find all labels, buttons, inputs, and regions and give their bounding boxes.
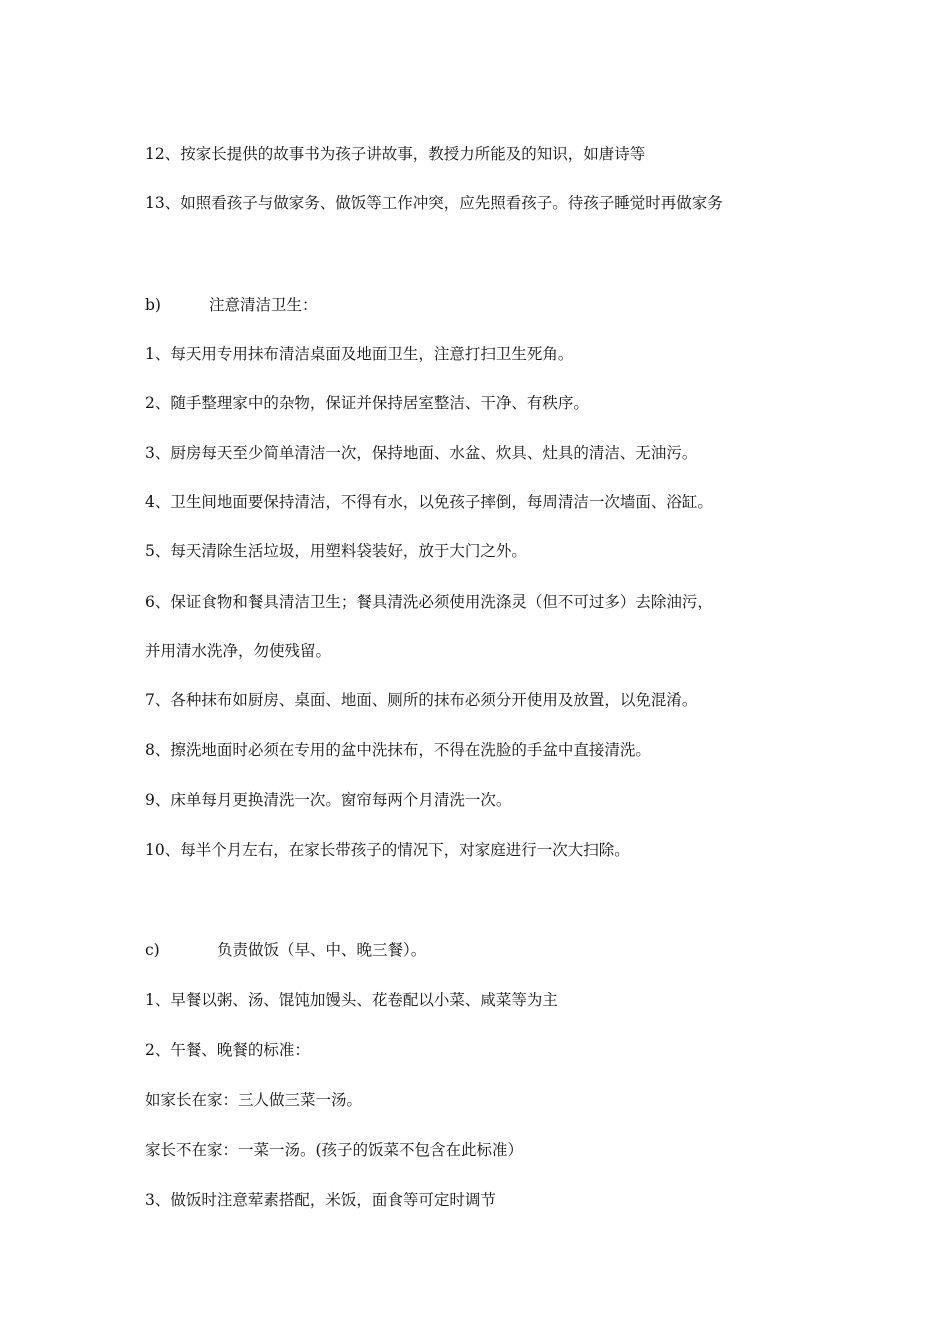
hygiene-item-5: 5、每天清除生活垃圾，用塑料袋装好，放于大门之外。 <box>145 542 527 560</box>
section-marker: c) <box>145 941 160 959</box>
cooking-item-1: 1、早餐以粥、汤、馄饨加馒头、花卷配以小菜、咸菜等为主 <box>145 991 558 1009</box>
cooking-item-2: 2、午餐、晚餐的标准： <box>145 1041 310 1059</box>
hygiene-item-4: 4、卫生间地面要保持清洁，不得有水，以免孩子摔倒，每周清洁一次墙面、浴缸。 <box>145 493 713 511</box>
cooking-standard-home: 如家长在家：三人做三菜一汤。 <box>145 1091 363 1109</box>
hygiene-item-9: 9、床单每月更换清洗一次。窗帘每两个月清洗一次。 <box>145 791 512 809</box>
section-heading-hygiene <box>145 295 318 315</box>
childcare-item-12: 12、按家长提供的故事书为孩子讲故事，教授力所能及的知识，如唐诗等 <box>145 145 646 163</box>
section-title: 注意清洁卫生： <box>209 296 318 314</box>
hygiene-item-1: 1、每天用专用抹布清洁桌面及地面卫生，注意打扫卫生死角。 <box>145 345 574 363</box>
section-heading-cooking <box>145 940 426 960</box>
hygiene-item-6-cont: 并用清水洗净，勿使残留。 <box>145 642 332 660</box>
childcare-item-13: 13、如照看孩子与做家务、做饭等工作冲突，应先照看孩子。待孩子睡觉时再做家务 <box>145 194 723 212</box>
hygiene-item-6: 6、保证食物和餐具清洁卫生；餐具清洗必须使用洗涤灵（但不可过多）去除油污， <box>145 593 713 611</box>
cooking-standard-away: 家长不在家：一菜一汤。(孩子的饭菜不包含在此标准） <box>145 1141 524 1159</box>
hygiene-item-2: 2、随手整理家中的杂物，保证并保持居室整洁、干净、有秩序。 <box>145 394 589 412</box>
hygiene-item-3: 3、厨房每天至少简单清洁一次，保持地面、水盆、炊具、灶具的清洁、无油污。 <box>145 444 698 462</box>
cooking-item-3: 3、做饭时注意荤素搭配，米饭，面食等可定时调节 <box>145 1191 496 1209</box>
hygiene-item-7: 7、各种抹布如厨房、桌面、地面、厕所的抹布必须分开使用及放置，以免混淆。 <box>145 691 698 709</box>
hygiene-item-10: 10、每半个月左右，在家长带孩子的情况下，对家庭进行一次大扫除。 <box>145 841 630 859</box>
section-title: 负责做饭（早、中、晚三餐）。 <box>217 941 427 959</box>
hygiene-item-8: 8、擦洗地面时必须在专用的盆中洗抹布，不得在洗脸的手盆中直接清洗。 <box>145 741 651 759</box>
section-marker: b) <box>145 296 161 314</box>
